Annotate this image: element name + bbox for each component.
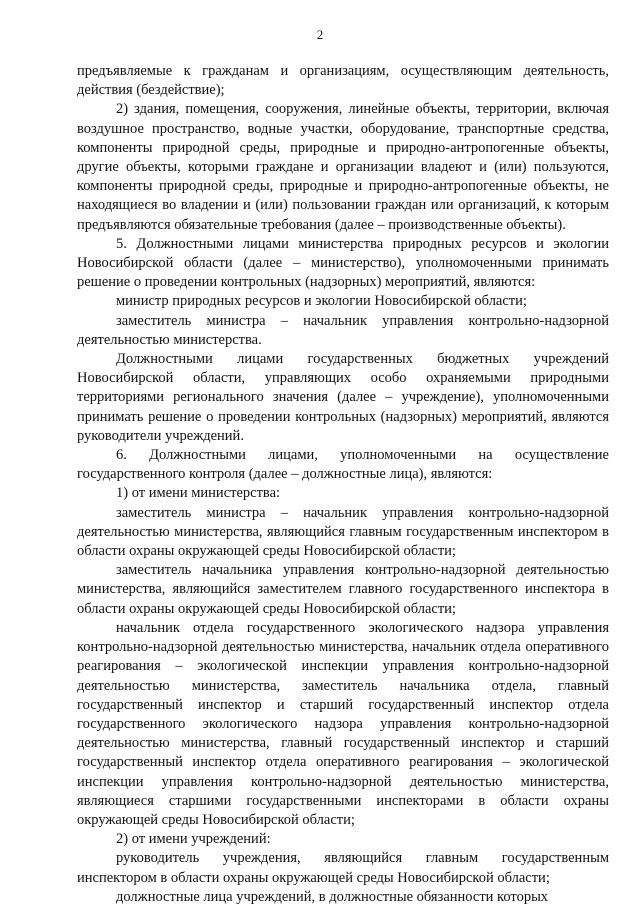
- page-number: 2: [316, 27, 324, 42]
- paragraph-chief-inspector: заместитель министра – начальник управления контрольно-надзорной деятельностью министерства, являющийся главным государственным инспектором в области охраны окружающей среды Новосибирской области;: [77, 504, 609, 560]
- document-body: [77, 62, 609, 907]
- paragraph-on-behalf-ministry: 1) от имени министерства:: [116, 485, 281, 502]
- paragraph-institution-officials: Должностными лицами государственных бюджетных учреждений Новосибирской области, управляющих особо охраняемыми природными территориями регионального значения (далее – учреждение), уполномоченными принимать решение о проведении контрольных (надзорных) мероприятий, являются руководители учреждений.: [77, 351, 609, 444]
- paragraph-deputy-chief-inspector: заместитель начальника управления контрольно-надзорной деятельностью министерства, являющийся заместителем главного государственного инспектора в области охраны окружающей среды Новосибирской области;: [77, 562, 609, 617]
- paragraph-institution-staff: должностные лица учреждений, в должностные обязанности которых: [116, 888, 549, 905]
- paragraph-item-2-buildings: 2) здания, помещения, сооружения, линейные объекты, территории, включая воздушное пространство, водные участки, оборудование, транспортные средства, компоненты природной среды, природные и природно-антропогенные объекты, другие объекты, которыми граждане и организации владеют и (или) пользуются, компоненты природной среды, природные и природно-антропогенные объекты, не находящиеся во владении и (или) пользовании граждан или организаций, к которым предъявляются обязательные требования (далее – производственные объекты).: [77, 101, 609, 233]
- paragraph-institution-head: руководитель учреждения, являющийся главным государственным инспектором в области охраны окружающей среды Новосибирской области;: [77, 850, 609, 886]
- paragraph-section-5: 5. Должностными лицами министерства природных ресурсов и экологии Новосибирской области (далее – министерство), уполномоченными принимать решение о проведении контрольных (надзорных) мероприятий, являются:: [77, 235, 609, 291]
- paragraph-deputy-minister: заместитель министра – начальник управления контрольно-надзорной деятельностью министерства.: [77, 312, 609, 348]
- paragraph-senior-inspectors: начальник отдела государственного экологического надзора управления контрольно-надзорной деятельностью министерства, начальник отдела оперативного реагирования – экологической инспекции управления контрольно-надзорной деятельностью министерства, заместитель начальника отдела, главный государственный инспектор и старший государственный инспектор отдела государственного экологического надзора управления контрольно-надзорной деятельностью министерства, главный государственный инспектор и старший государственный инспектор отдела оперативного реагирования – экологической инспекции управления контрольно-надзорной деятельностью министерства, являющиеся старшими государственными инспекторами в области охраны окружающей среды Новосибирской области;: [77, 619, 609, 828]
- paragraph-minister: министр природных ресурсов и экологии Новосибирской области;: [116, 293, 527, 310]
- paragraph-on-behalf-institutions: 2) от имени учреждений:: [116, 831, 271, 848]
- paragraph-continuation: предъявляемые к гражданам и организациям, осуществляющим деятельность, действия (бездействие);: [77, 63, 609, 99]
- paragraph-section-6: 6. Должностными лицами, уполномоченными на осуществление государственного контроля (далее – должностные лица), являются:: [77, 447, 609, 483]
